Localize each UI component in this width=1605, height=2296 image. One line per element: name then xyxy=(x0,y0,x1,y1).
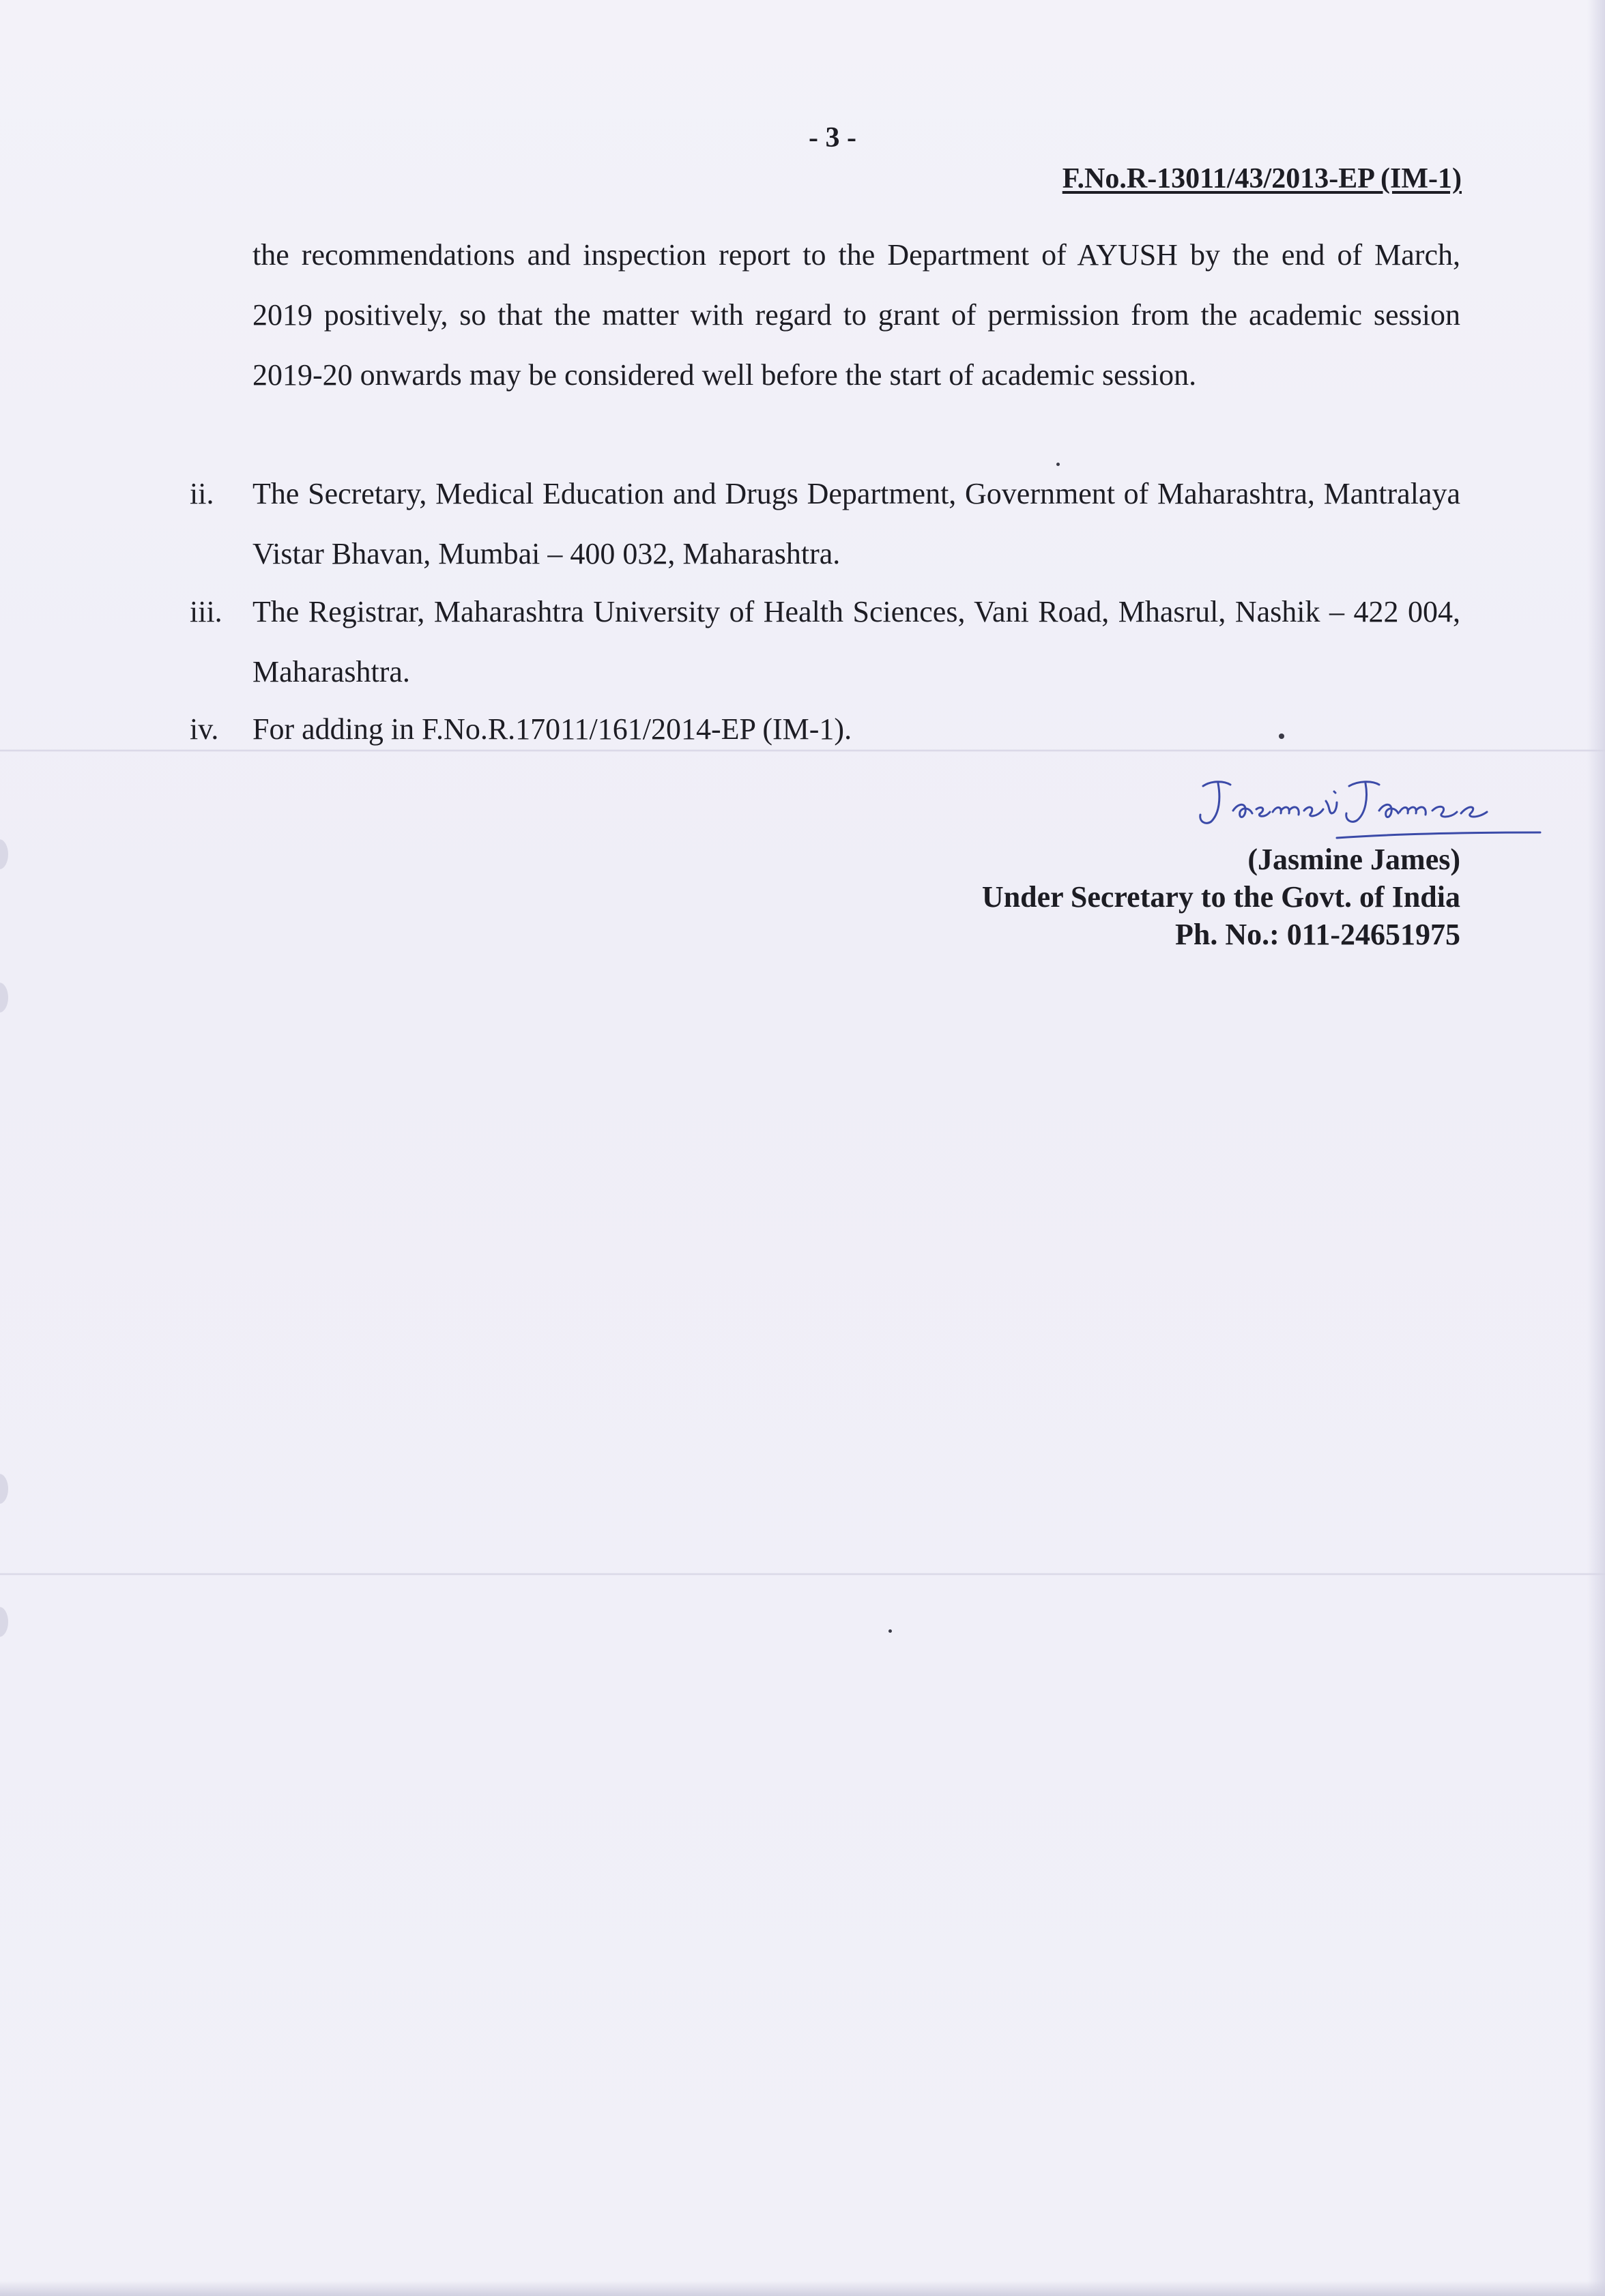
list-item xyxy=(190,464,1460,584)
paper-edge xyxy=(0,2281,1605,2296)
list-item-number: iv. xyxy=(190,712,219,746)
handwritten-signature xyxy=(1191,771,1546,846)
ink-speck xyxy=(1056,463,1060,466)
punch-hole xyxy=(0,1474,8,1504)
signatory-name: (Jasmine James) xyxy=(1247,843,1460,876)
list-item-text: For adding in F.No.R.17011/161/2014-EP (IM-1). xyxy=(252,712,852,746)
signatory-phone: Ph. No.: 011-24651975 xyxy=(1175,918,1460,951)
ink-speck xyxy=(888,1629,892,1633)
list-item-text: The Registrar, Maharashtra University of Health Sciences, Vani Road, Mhasrul, Nashik – 422 004, Maharashtra. xyxy=(252,595,1460,688)
list-item xyxy=(190,699,1460,759)
punch-hole xyxy=(0,983,8,1013)
list-item-number: ii. xyxy=(190,477,214,510)
paper-edge xyxy=(1587,0,1605,2296)
punch-hole xyxy=(0,1607,8,1637)
punch-hole xyxy=(0,839,8,869)
page-number: - 3 - xyxy=(809,122,856,154)
continuation-paragraph: the recommendations and inspection report to the Department of AYUSH by the end of March, 2019 positively, so that the matter with regard to grant of permission from the academic session 2019-20 onwards may be considered well before the start of academic session. xyxy=(252,238,1460,392)
signatory-designation: Under Secretary to the Govt. of India xyxy=(981,880,1460,914)
list-item-number: iii. xyxy=(190,595,222,628)
file-reference-number: F.No.R-13011/43/2013-EP (IM-1) xyxy=(1062,163,1462,194)
ink-dot xyxy=(1279,733,1284,739)
signatory-block xyxy=(982,841,1460,953)
list-item xyxy=(190,582,1460,702)
list-item-text: The Secretary, Medical Education and Drugs Department, Government of Maharashtra, Mantralaya Vistar Bhavan, Mumbai – 400 032, Maharashtra. xyxy=(252,477,1460,570)
paper-fold xyxy=(0,1573,1605,1575)
